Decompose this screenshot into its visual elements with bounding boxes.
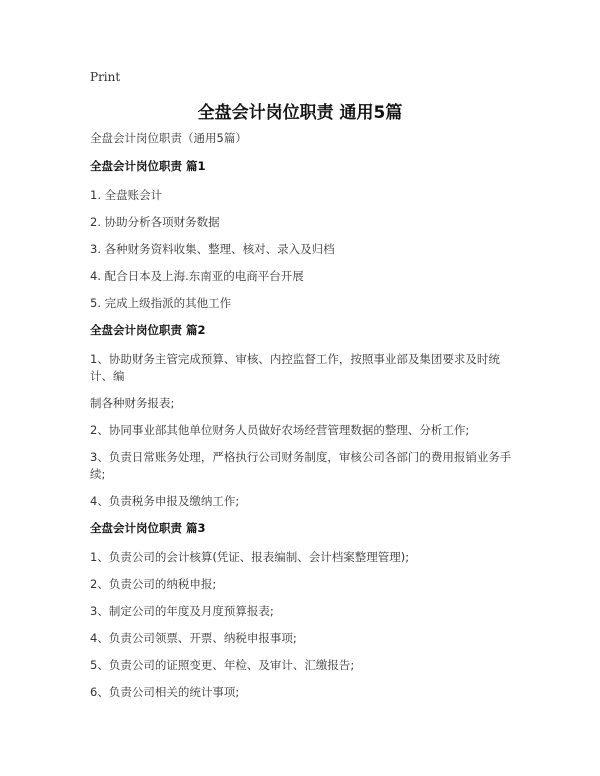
- document-subtitle: 全盘会计岗位职责（通用5篇）: [90, 131, 247, 145]
- section-heading: 全盘会计岗位职责 篇3: [90, 521, 206, 535]
- list-item: 1. 全盘账会计: [90, 188, 163, 202]
- section-1: [90, 158, 520, 312]
- list-item: 4、负责公司领票、开票、纳税申报事项;: [90, 631, 297, 645]
- list-item: 3、负责日常账务处理，严格执行公司财务制度，审核公司各部门的费用报销业务手续;: [90, 450, 512, 481]
- section-heading: 全盘会计岗位职责 篇2: [90, 323, 206, 337]
- list-item: 3、制定公司的年度及月度预算报表;: [90, 604, 274, 618]
- document-body: [90, 130, 520, 711]
- print-label: Print: [90, 70, 121, 84]
- list-item: 2、负责公司的纳税申报;: [90, 577, 217, 591]
- list-item: 制各种财务报表;: [90, 396, 175, 410]
- document-title: 全盘会计岗位职责 通用5篇: [197, 103, 403, 123]
- list-item: 1、负责公司的会计核算(凭证、报表编制、会计档案整理管理);: [90, 550, 410, 564]
- list-item: 2、协同事业部其他单位财务人员做好农场经营管理数据的整理、分析工作;: [90, 423, 470, 437]
- list-item: 4. 配合日本及上海.东南亚的电商平台开展: [90, 269, 304, 283]
- section-2: [90, 322, 520, 510]
- section-heading: 全盘会计岗位职责 篇1: [90, 159, 206, 173]
- list-item: 5. 完成上级指派的其他工作: [90, 296, 232, 310]
- list-item: 4、负责税务申报及缴纳工作;: [90, 494, 240, 508]
- list-item: 6、负责公司相关的统计事项;: [90, 685, 240, 699]
- list-item: 1、协助财务主管完成预算、审核、内控监督工作，按照事业部及集团要求及时统计、编: [90, 352, 500, 383]
- list-item: 3. 各种财务资料收集、整理、核对、录入及归档: [90, 242, 335, 256]
- list-item: 5、负责公司的证照变更、年检、及审计、汇缴报告;: [90, 658, 355, 672]
- section-3: [90, 520, 520, 701]
- list-item: 2. 协助分析各项财务数据: [90, 215, 220, 229]
